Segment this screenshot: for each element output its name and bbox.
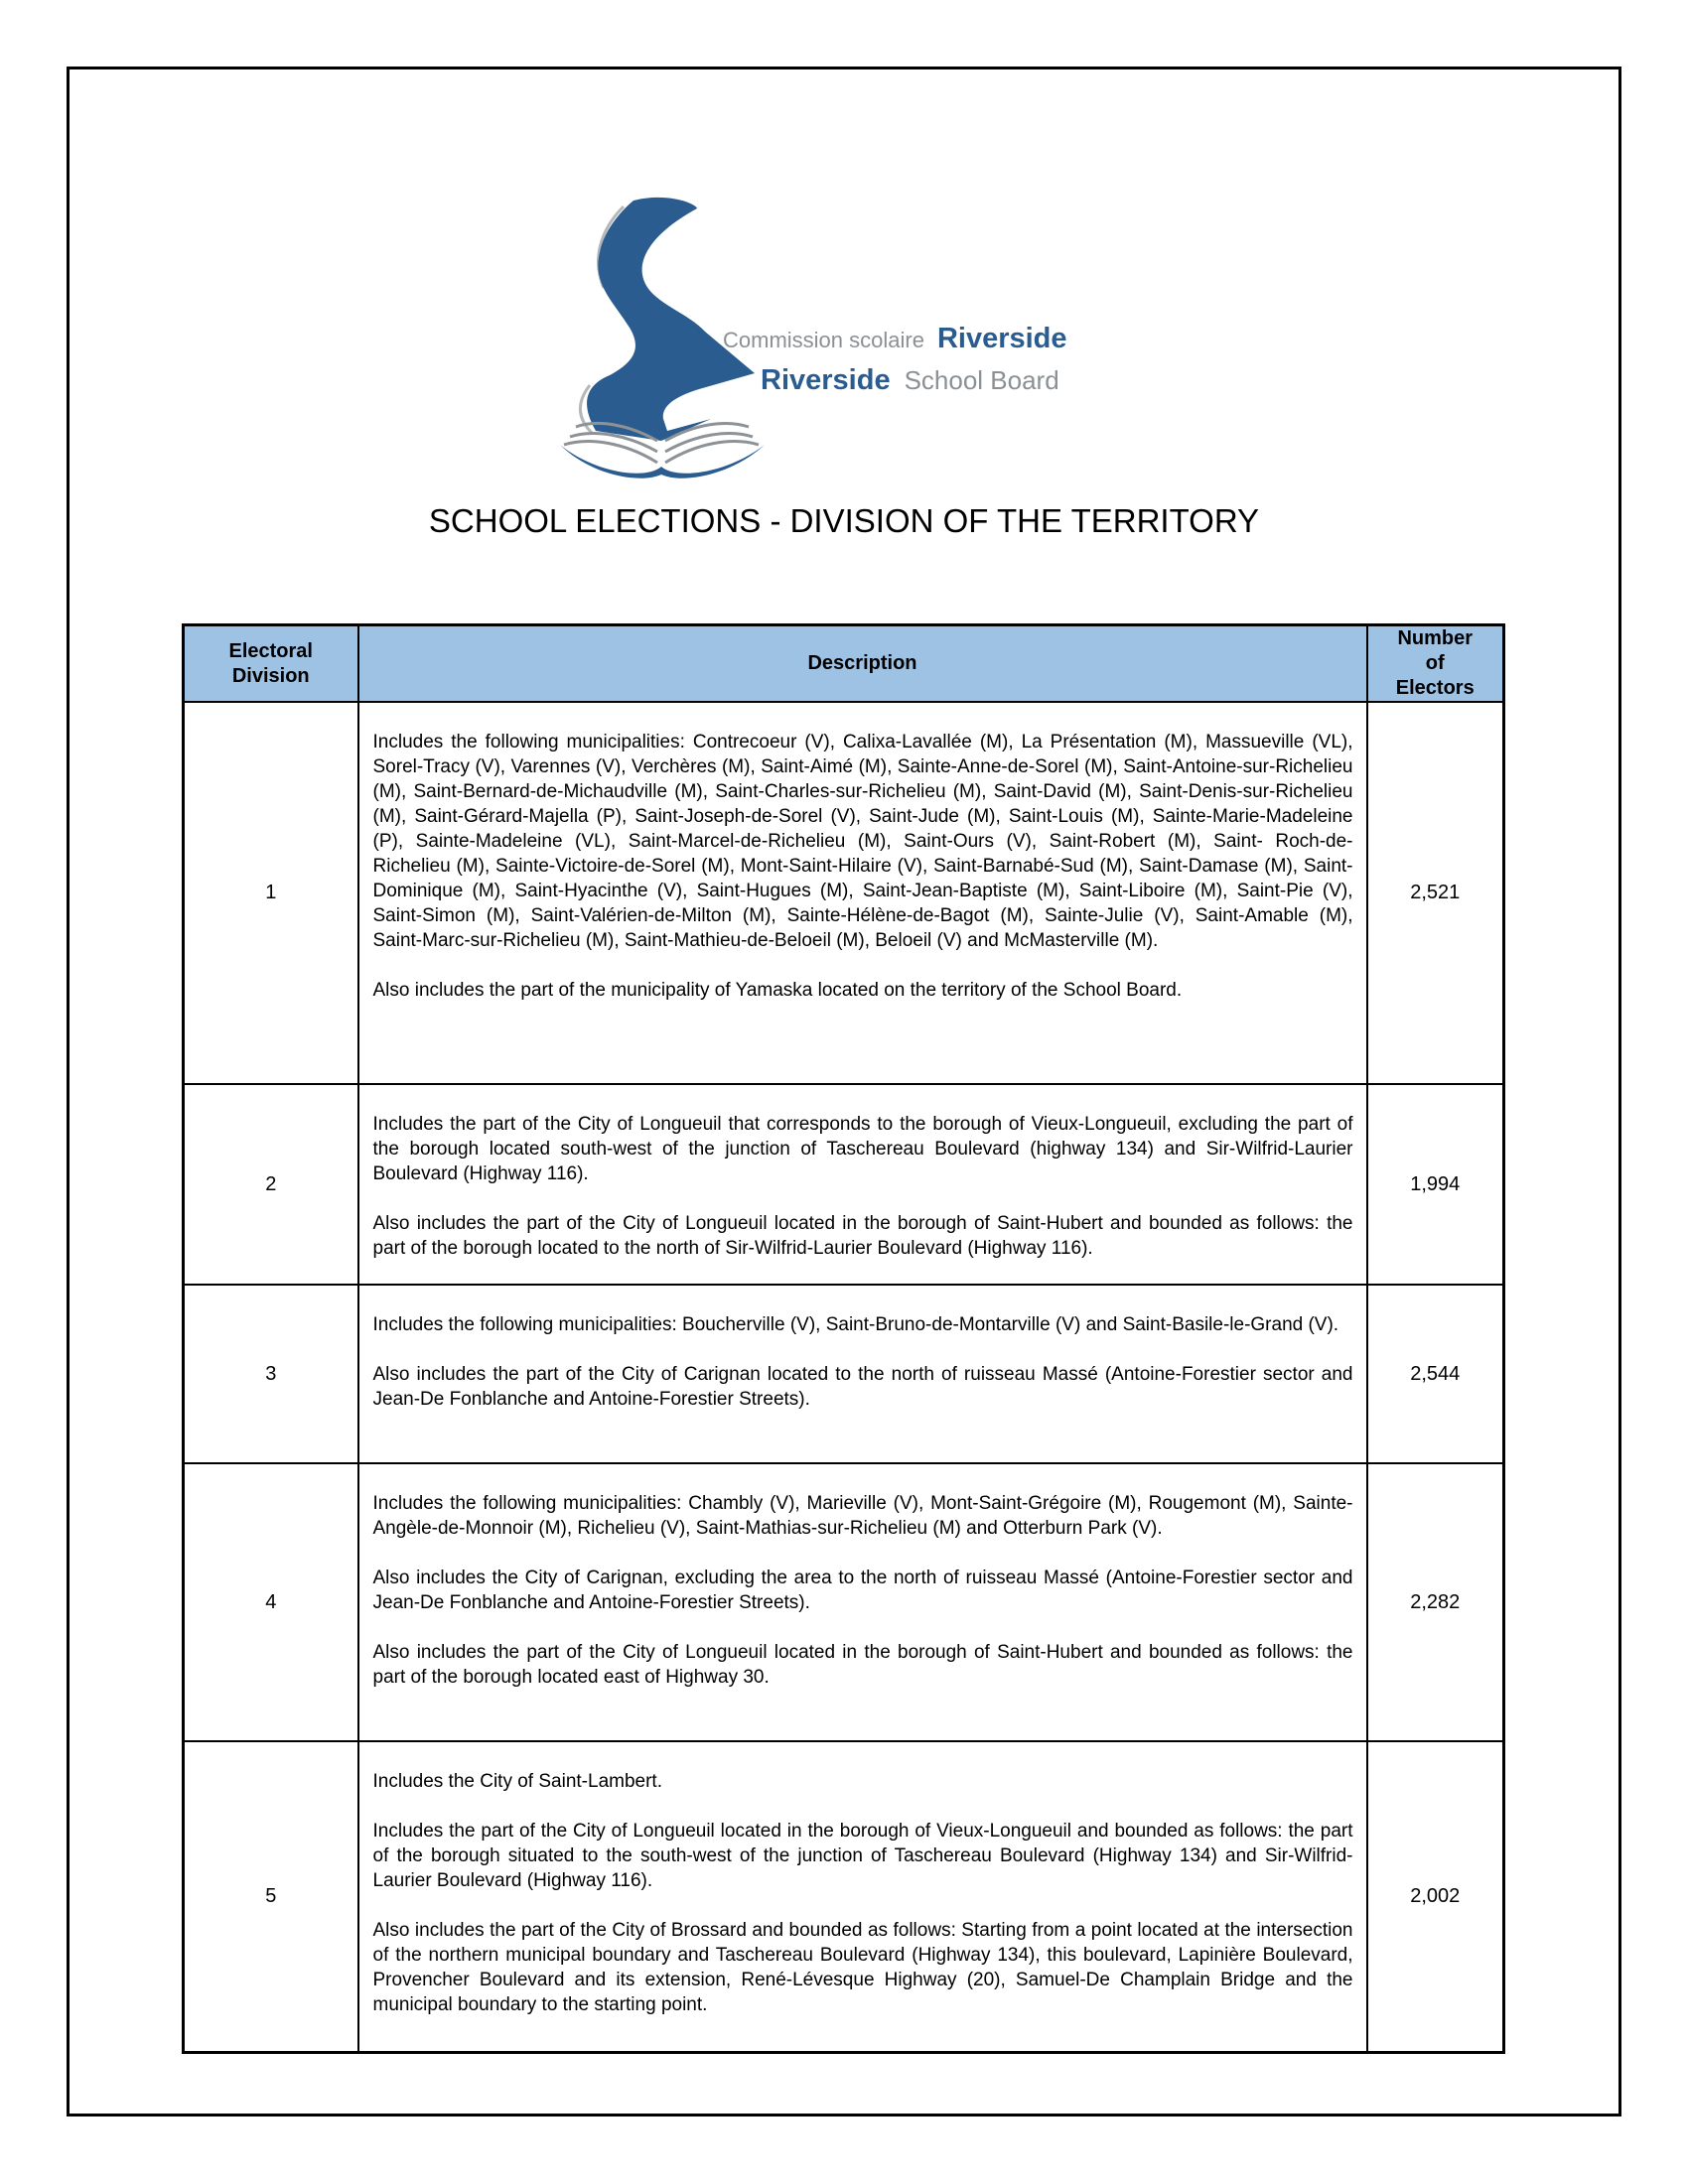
description-paragraph: Also includes the part of the City of Longueuil located in the borough of Saint-Hubert and bounded as follows: the part of the borough located east of Highway 30. xyxy=(372,1642,1353,1688)
description-paragraph: Includes the City of Saint-Lambert. xyxy=(372,1771,662,1792)
description-paragraph: Includes the following municipalities: Boucherville (V), Saint-Bruno-de-Montarville (V) and Saint-Basile-le-Grand (V). xyxy=(372,1314,1339,1335)
riverside-logo xyxy=(548,197,1203,494)
electors-count: 1,994 xyxy=(1367,1084,1504,1285)
description-paragraph: Also includes the part of the City of Brossard and bounded as follows: Starting from a point located at the intersection of the northern municipal boundary and Taschereau Boulevard (Highway 134), this boulevard, Lapinière Boulevard, Provencher Boulevard and its extension, René-Lévesque Highway (20), Samuel-De Champlain Bridge and the municipal boundary to the starting point. xyxy=(372,1920,1353,2015)
page-title: SCHOOL ELECTIONS - DIVISION OF THE TERRITORY xyxy=(428,502,1260,539)
division-number: 2 xyxy=(184,1084,358,1285)
table-row xyxy=(184,702,1504,1084)
logo-riverside-fr-text: Riverside xyxy=(936,323,1067,354)
logo-riverside-en-text: Riverside xyxy=(761,364,891,396)
table-row xyxy=(184,1285,1504,1463)
division-description xyxy=(358,702,1367,1084)
division-number: 3 xyxy=(184,1285,358,1463)
electors-count: 2,002 xyxy=(1367,1741,1504,2052)
table-row xyxy=(184,1084,1504,1285)
division-number: 1 xyxy=(184,702,358,1084)
division-description xyxy=(358,1463,1367,1741)
logo-commission-scolaire-text: Commission scolaire xyxy=(723,328,924,352)
electors-count: 2,282 xyxy=(1367,1463,1504,1741)
description-paragraph: Also includes the part of the City of Longueuil located in the borough of Saint-Hubert and bounded as follows: the part of the borough located to the north of Sir-Wilfrid-Laurier Boulevard (Highway 116). xyxy=(372,1213,1353,1259)
river-swoosh-icon xyxy=(580,198,755,441)
description-paragraph: Includes the part of the City of Longueuil located in the borough of Vieux-Longueuil and bounded as follows: the part of the borough situated to the south-west of the junction of Taschereau Boulevard (Highway 134) and Sir-Wilfrid-Laurier Boulevard (Highway 116). xyxy=(372,1821,1353,1891)
division-description xyxy=(358,1084,1367,1285)
description-paragraph: Includes the following municipalities: Chambly (V), Marieville (V), Mont-Saint-Grégoire (M), Rougemont (M), Sainte-Angèle-de-Monnoir (M), Richelieu (V), Saint-Mathias-sur-Richelieu (M) and Otterburn Park (V). xyxy=(372,1493,1353,1539)
territory-division-table xyxy=(182,623,1505,2054)
table-row xyxy=(184,1741,1504,2052)
description-paragraph: Includes the following municipalities: Contrecoeur (V), Calixa-Lavallée (M), La Présentation (M), Massueville (VL), Sorel-Tracy (V), Varennes (V), Verchères (M), Saint-Aimé (M), Sainte-Anne-de-Sorel (M), Saint-Antoine-sur-Richelieu (M), Saint-Bernard-de-Michaudville (M), Saint-Charles-sur-Richelieu (M), Saint-David (M), Saint-Denis-sur-Richelieu (M), Saint-Gérard-Majella (P), Saint-Joseph-de-Sorel (V), Saint-Jude (M), Saint-Louis (M), Sainte-Marie-Madeleine (P), Sainte-Madeleine (VL), Saint-Marcel-de-Richelieu (M), Saint-Ours (V), Saint-Robert (M), Saint- Roch-de-Richelieu (M), Sainte-Victoire-de-Sorel (M), Mont-Saint-Hilaire (V), Saint-Barnabé-Sud (M), Saint-Damase (M), Saint-Dominique (M), Saint-Hyacinthe (V), Saint-Hugues (M), Saint-Jean-Baptiste (M), Saint-Liboire (M), Saint-Pie (V), Saint-Simon (M), Saint-Valérien-de-Milton (M), Sainte-Hélène-de-Bagot (M), Sainte-Julie (V), Saint-Amable (M), Saint-Marc-sur-Richelieu (M), Saint-Mathieu-de-Beloeil (M), Beloeil (V) and McMasterville (M). xyxy=(372,732,1353,951)
page-border xyxy=(67,67,1621,2116)
logo-english-name xyxy=(761,364,1059,397)
electors-count: 2,544 xyxy=(1367,1285,1504,1463)
electors-count: 2,521 xyxy=(1367,702,1504,1084)
description-paragraph: Also includes the part of the City of Carignan located to the north of ruisseau Massé (Antoine-Forestier sector and Jean-De Fonblanche and Antoine-Forestier Streets). xyxy=(372,1364,1353,1410)
table-header-row xyxy=(184,625,1504,703)
logo-school-board-text: School Board xyxy=(904,365,1059,395)
division-number: 5 xyxy=(184,1741,358,2052)
logo-french-name xyxy=(723,323,1067,355)
header-number-of-electors: Number of Electors xyxy=(1367,625,1504,703)
division-number: 4 xyxy=(184,1463,358,1741)
division-description xyxy=(358,1285,1367,1463)
description-paragraph: Also includes the part of the municipality of Yamaska located on the territory of the School Board. xyxy=(372,980,1183,1001)
header-electoral-division: Electoral Division xyxy=(184,625,358,703)
description-paragraph: Also includes the City of Carignan, excluding the area to the north of ruisseau Massé (Antoine-Forestier sector and Jean-De Fonblanche and Antoine-Forestier Streets). xyxy=(372,1568,1353,1613)
header-description: Description xyxy=(358,625,1367,703)
division-description xyxy=(358,1741,1367,2052)
description-paragraph: Includes the part of the City of Longueuil that corresponds to the borough of Vieux-Longueuil, excluding the part of the borough located south-west of the junction of Taschereau Boulevard (highway 134) and Sir-Wilfrid-Laurier Boulevard (Highway 116). xyxy=(372,1114,1353,1184)
table-row xyxy=(184,1463,1504,1741)
